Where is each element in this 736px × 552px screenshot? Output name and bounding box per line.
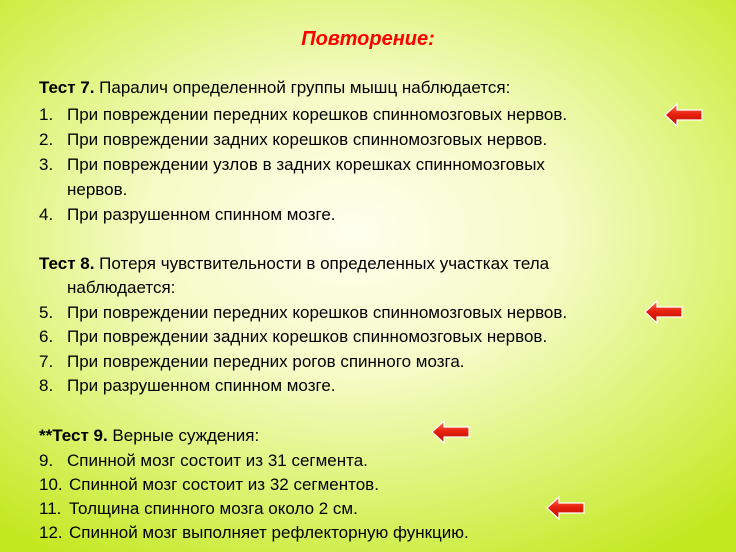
item-number: 6.: [39, 327, 54, 346]
test7-heading: [39, 77, 510, 98]
test9-label: **Тест 9.: [39, 426, 108, 445]
item-text: Спинной мозг состоит из 32 сегментов.: [69, 475, 379, 494]
item-text: При повреждении передних корешков спинномозговых нервов.: [67, 105, 568, 124]
test9-heading: [39, 425, 259, 446]
test8-heading: [39, 253, 549, 274]
item-number: 5.: [39, 303, 54, 322]
left-arrow-icon: [664, 102, 704, 128]
item-text: Спинной мозг выполняет рефлекторную функцию.: [69, 523, 469, 542]
item-text: При разрушенном спинном мозге.: [67, 376, 336, 395]
item-text: При повреждении узлов в задних корешках спинномозговых: [67, 155, 545, 174]
test8-heading-continuation: наблюдается:: [67, 278, 176, 297]
item-text-continuation: нервов.: [67, 180, 128, 199]
item-number: 11.: [39, 499, 62, 518]
item-number: 4.: [39, 205, 54, 224]
test8-label: Тест 8.: [39, 254, 95, 273]
item-number: 7.: [39, 352, 54, 371]
test7-question: Паралич определенной группы мышц наблюдается:: [94, 78, 511, 97]
item-text: При разрушенном спинном мозге.: [67, 205, 336, 224]
item-number: 10.: [39, 475, 63, 494]
item-text: Толщина спинного мозга около 2 см.: [69, 499, 358, 518]
item-number: 2.: [39, 130, 54, 149]
item-number: 8.: [39, 376, 54, 395]
test7-label: Тест 7.: [39, 78, 95, 97]
left-arrow-icon: [546, 495, 586, 521]
slide-title: Повторение:: [301, 28, 435, 50]
item-number: 12.: [39, 523, 63, 542]
item-number: 9.: [39, 451, 54, 470]
item-text: При повреждении задних корешков спинномозговых нервов.: [67, 327, 548, 346]
item-text: При повреждении задних корешков спинномозговых нервов.: [67, 130, 548, 149]
item-number: 1.: [39, 105, 54, 124]
test9-question: Верные суждения:: [107, 426, 260, 445]
item-text: Спинной мозг состоит из 31 сегмента.: [67, 451, 368, 470]
test8-question: Потеря чувствительности в определенных участках тела: [94, 254, 550, 273]
left-arrow-icon: [644, 299, 684, 325]
item-text: При повреждении передних рогов спинного мозга.: [67, 352, 465, 371]
item-text: При повреждении передних корешков спинномозговых нервов.: [67, 303, 568, 322]
left-arrow-icon: [431, 419, 471, 445]
item-number: 3.: [39, 155, 54, 174]
